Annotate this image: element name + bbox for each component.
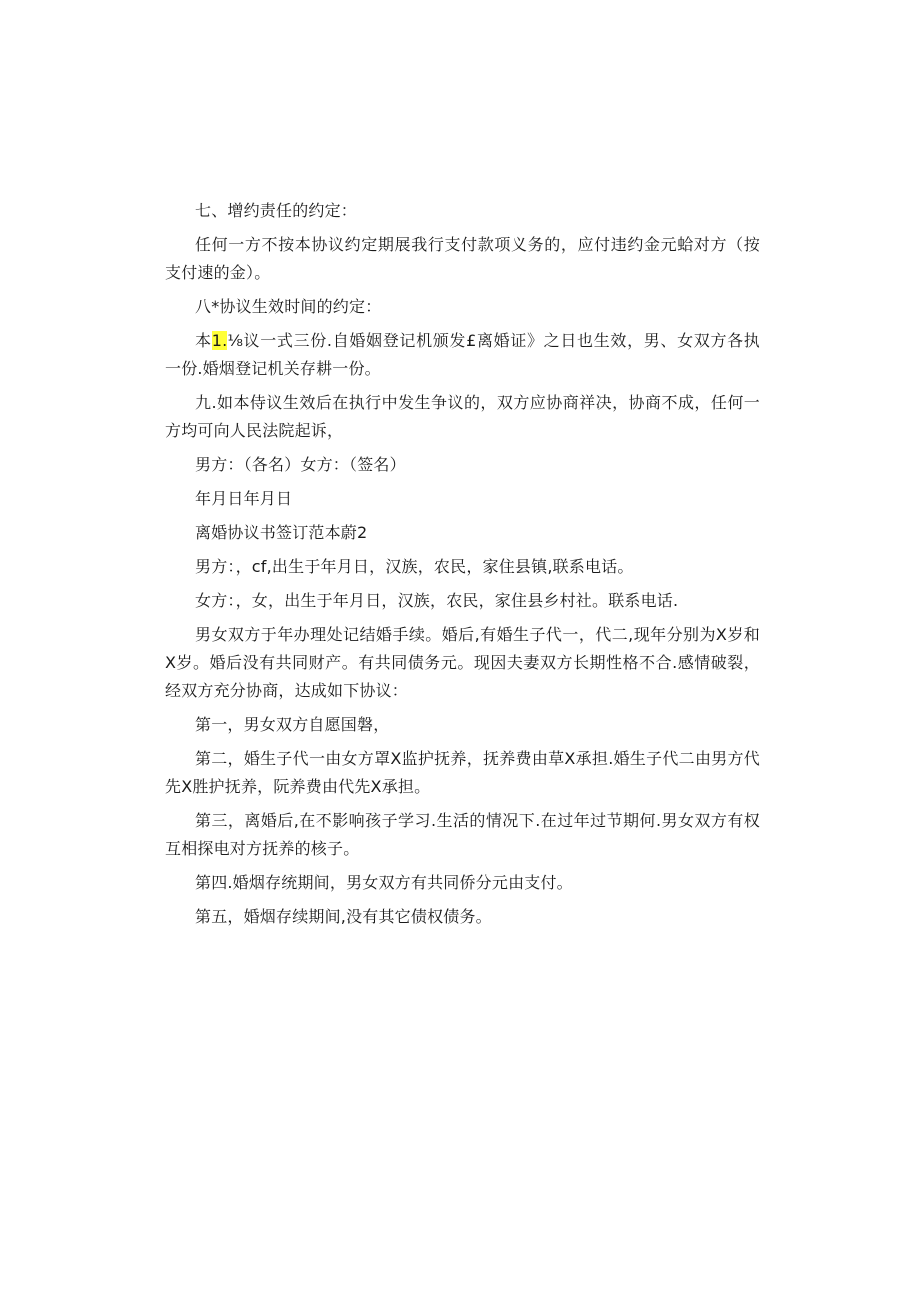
effective-prefix: 本 [195,331,212,350]
paragraph-signatures: 男方：（各名）女方：（签名） [195,455,406,474]
paragraph-clause-3: 第三，离婚后,在不影响孩子学习.生活的情况下.在过年过节期何.男女双方有权互相探电对方抚养的核子。 [165,811,760,858]
paragraph-wife-info: 女方：，女，出生于年月日，汉族，农民，家住县乡村社。联系电话. [195,591,679,610]
paragraph-effective-body [165,327,760,383]
effective-rest: ⅛议一式三份.自婚姻登记机颁发£离婚证》之日也生效，男、女双方各执一份.婚烟登记机关存耕一份。 [165,331,761,378]
paragraph-clause-4: 第四.婚烟存统期间，男女双方有共同侨分元由支付。 [195,873,573,892]
paragraph-section-title: 离婚协议书签订范本蔚2 [195,523,368,542]
paragraph-clause-1: 第一，男女双方自愿国磐， [195,715,390,734]
paragraph-clause-2: 第二，婚生子代一由女方罩X监护抚养，抚养费由草X承担.婚生子代二由男方代先X胜护抚养，阮养费由代先X承担。 [165,749,760,796]
document-page [165,197,760,937]
paragraph-breach-heading: 七、增约责任的约定： [195,201,358,220]
paragraph-dispute: 九.如本侍议生效后在执行中发生争议的，双方应协商祥决，协商不成，任何一方均可向人民法院起诉， [165,393,760,440]
paragraph-breach-body: 任何一方不按本协议约定期展我行支付款项义务的，应付违约金元蛤对方（按支付速的金）。 [165,235,760,282]
paragraph-dates: 年月日年月日 [195,489,293,508]
paragraph-clause-5: 第五，婚烟存续期间,没有其它债权债务。 [195,907,492,926]
paragraph-background: 男女双方于年办理处记结婚手续。婚后,有婚生子代一，代二,现年分别为X岁和X岁。婚后没有共同财产。有共同债务元。现因夫妻双方长期性格不合.感情破裂，经双方充分协商，达成如下协议： [165,625,760,700]
paragraph-effective-heading: 八*协议生效时间的约定： [195,297,382,316]
highlighted-text: 1. [211,331,228,350]
paragraph-husband-info: 男方：，cf,出生于年月日，汉族，农民，家住县镇,联系电话。 [195,557,634,576]
